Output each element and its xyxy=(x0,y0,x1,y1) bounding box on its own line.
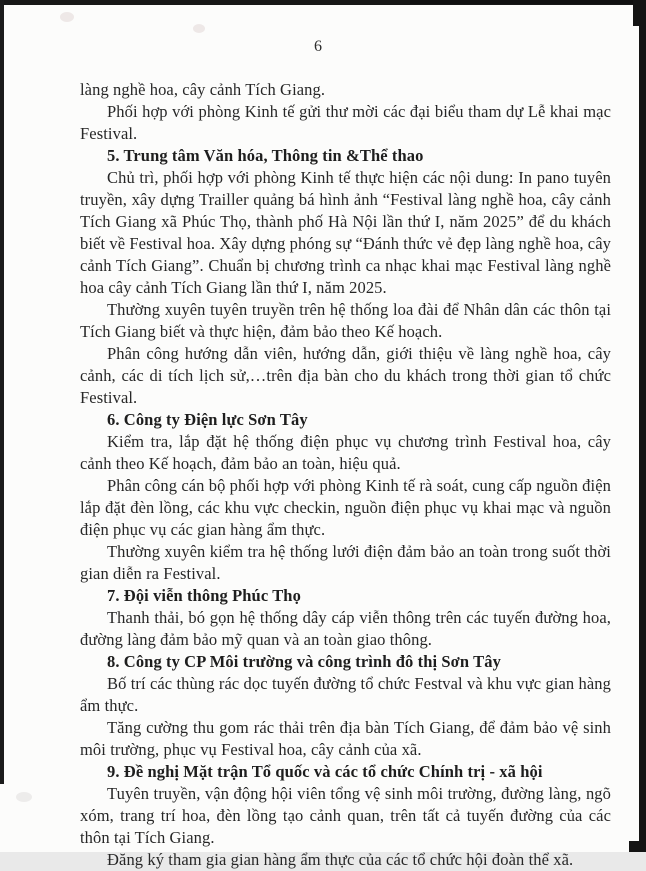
section-heading: 5. Trung tâm Văn hóa, Thông tin &Thể thao xyxy=(107,146,424,165)
paragraph: Bố trí các thùng rác dọc tuyến đường tổ chức Festval và khu vực gian hàng ẩm thực. xyxy=(80,674,611,715)
scan-smudge xyxy=(16,792,32,802)
scan-smudge xyxy=(60,12,74,22)
scan-smudge xyxy=(193,24,205,33)
paragraph: Kiểm tra, lắp đặt hệ thống điện phục vụ chương trình Festival hoa, cây cảnh theo Kế hoạch, đảm bảo an toàn, hiệu quả. xyxy=(80,432,611,473)
scan-edge-left xyxy=(0,0,4,784)
section-heading: 6. Công ty Điện lực Sơn Tây xyxy=(107,410,308,429)
paragraph: Thường xuyên tuyên truyền trên hệ thống loa đài để Nhân dân các thôn tại Tích Giang biết và thực hiện, đảm bảo theo Kế hoạch. xyxy=(80,300,611,341)
section-heading: 7. Đội viễn thông Phúc Thọ xyxy=(107,586,301,605)
scan-corner-top-right xyxy=(633,0,646,26)
paragraph: Tuyên truyền, vận động hội viên tổng vệ sinh môi trường, đường làng, ngõ xóm, trang trí hoa, đèn lồng tạo cảnh quan, trên tất cả tuyến đường của các thôn tại Tích Giang. xyxy=(80,784,611,847)
page-number: 6 xyxy=(314,38,322,55)
paragraph: Đăng ký tham gia gian hàng ẩm thực của các tổ chức hội đoàn thể xã. xyxy=(107,850,574,869)
scan-edge-right xyxy=(639,0,646,852)
paragraph: Thanh thải, bó gọn hệ thống dây cáp viễn thông trên các tuyến đường hoa, đường làng đảm bảo mỹ quan và an toàn giao thông. xyxy=(80,608,611,649)
paragraph: Phối hợp với phòng Kinh tế gửi thư mời các đại biểu tham dự Lễ khai mạc Festival. xyxy=(80,102,611,143)
paragraph: Thường xuyên kiểm tra hệ thống lưới điện đảm bảo an toàn trong suốt thời gian diễn ra Festival. xyxy=(80,542,611,583)
scan-corner-bottom-right xyxy=(629,841,646,852)
paragraph: Phân công cán bộ phối hợp với phòng Kinh tế rà soát, cung cấp nguồn điện lắp đặt đèn lồng, các khu vực checkin, nguồn điện phục vụ khai mạc và nguồn điện phục vụ các gian hàng ẩm thực. xyxy=(80,476,611,539)
paragraph: làng nghề hoa, cây cảnh Tích Giang. xyxy=(80,80,326,99)
document-content xyxy=(80,79,611,871)
section-heading: 8. Công ty CP Môi trường và công trình đô thị Sơn Tây xyxy=(107,652,501,671)
paragraph: Phân công hướng dẫn viên, hướng dẫn, giới thiệu về làng nghề hoa, cây cảnh, các di tích lịch sử,…trên địa bàn cho du khách trong thời gian tổ chức Festival. xyxy=(80,344,611,407)
scan-edge-top-step xyxy=(410,0,646,4)
paragraph: Chủ trì, phối hợp với phòng Kinh tế thực hiện các nội dung: In pano tuyên truyền, xây dựng Trailler quảng bá hình ảnh “Festival làng nghề hoa, cây cảnh Tích Giang xã Phúc Thọ, thành phố Hà Nội lần thứ I, năm 2025” để du khách biết về Festival hoa. Xây dựng phóng sự “Đánh thức vẻ đẹp làng nghề hoa, cây cảnh Tích Giang”. Chuẩn bị chương trình ca nhạc khai mạc Festival làng nghề hoa cây cảnh Tích Giang lần thứ I, năm 2025. xyxy=(80,168,611,297)
section-heading: 9. Đề nghị Mặt trận Tổ quốc và các tổ chức Chính trị - xã hội xyxy=(107,762,543,781)
paragraph: Tăng cường thu gom rác thải trên địa bàn Tích Giang, để đảm bảo vệ sinh môi trường, phục vụ Festival hoa, cây cảnh của xã. xyxy=(80,718,611,759)
